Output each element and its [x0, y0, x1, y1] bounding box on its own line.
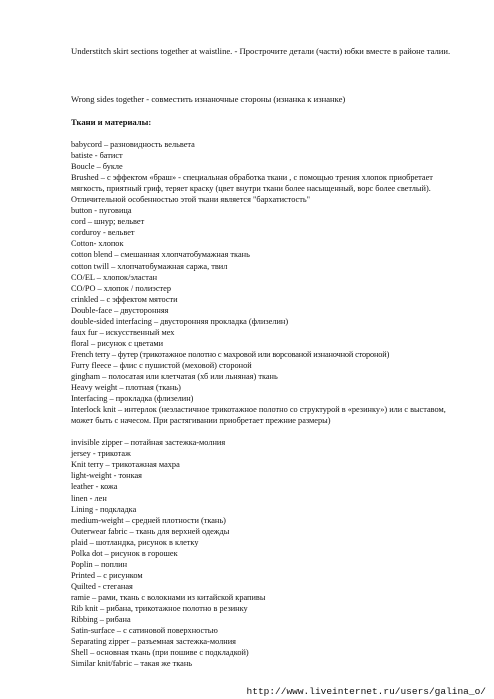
- list-item: invisible zipper – потайная застежка-молния: [71, 438, 226, 448]
- list-item: faux fur – искусственный мех: [71, 327, 175, 337]
- list-item: floral – рисунок с цветами: [71, 338, 164, 348]
- list-item: Cotton- хлопок: [71, 239, 124, 249]
- list-item: cotton blend – смешанная хлопчатобумажная ткань: [71, 250, 250, 260]
- list-item: Satin-surface – с сатиновой поверхностью: [71, 626, 218, 636]
- list-item: Brushed – с эффектом «браш» - специальная обработка ткани , с помощью трения хлопок приобретает мягкость, приятный гриф, теряет краску (цвет внутри ткани более насыщенный, ворс более светлый). Отличительной особенностью этой ткани является "бархатистость": [71, 173, 433, 205]
- list-item: Poplin – поплин: [71, 559, 128, 569]
- paragraph-wrong-sides: Wrong sides together - совместить изнаночные стороны (изнанка к изнанке): [71, 94, 346, 104]
- list-item: Interfacing – прокладка (флизелин): [71, 394, 194, 404]
- list-item: Boucle – букле: [71, 162, 123, 172]
- list-item: button - пуговица: [71, 206, 132, 216]
- list-item: babycord – разновидность вельвета: [71, 140, 195, 149]
- list-item: Lining - подкладка: [71, 504, 137, 514]
- list-item: Outerwear fabric – ткань для верхней одежды: [71, 526, 230, 536]
- list-item: Shell – основная ткань (при пошиве с подкладкой): [71, 648, 249, 658]
- list-item: Printed – с рисунком: [71, 570, 143, 580]
- list-item: CO/PO – хлопок / полиэстер: [71, 283, 172, 293]
- list-item: French terry – футер (трикотажное полотно с махровой или ворсованой изнаночной стороной): [71, 349, 390, 359]
- list-item: crinkled – с эффектом мятости: [71, 294, 178, 304]
- list-item: Polka dot – рисунок в горошек: [71, 548, 178, 558]
- section-heading: Ткани и материалы:: [71, 117, 152, 127]
- list-item: ramie – рами, ткань с волокнами из китайской крапивы: [71, 592, 266, 602]
- list-item: cord – шнур; вельвет: [71, 217, 145, 227]
- list-item: CO/EL – хлопок/эластан: [71, 272, 158, 282]
- list-item: Furry fleece – флис с пушистой (меховой) стороной: [71, 360, 252, 370]
- list-item: gingham – полосатая или клетчатая (хб или льняная) ткань: [71, 371, 278, 381]
- list-item: Quilted - стеганая: [71, 581, 133, 591]
- list-item: plaid – шотландка, рисунок в клетку: [71, 537, 199, 547]
- list-item: Knit terry – трикотажная махра: [71, 460, 180, 470]
- list-item: batiste - батист: [71, 151, 123, 161]
- list-item: Separating zipper – разъемная застежка-молния: [71, 637, 236, 647]
- list-item: linen - лен: [71, 493, 107, 503]
- list-item: Heavy weight – плотная (ткань): [71, 383, 181, 393]
- list-item: Rib knit – рибана, трикотажное полотно в резинку: [71, 603, 248, 613]
- list-item: Interlock knit – интерлок (неэластичное трикотажное полотно со структурой в «резинку») или с выставом, может быть с начесом. При растягивании приобретает прежние размеры): [71, 405, 446, 426]
- list-item: light-weight - тонкая: [71, 471, 142, 481]
- paragraph-understitch: Understitch skirt sections together at waistline. - Прострочите детали (части) юбки вместе в районе талии.: [71, 46, 451, 56]
- list-item: leather - кожа: [71, 482, 118, 492]
- list-item: medium-weight – средней плотности (ткань): [71, 515, 226, 525]
- list-item: Double-face – двусторонняя: [71, 305, 169, 315]
- list-item: Similar knit/fabric – такая же ткань: [71, 659, 193, 669]
- list-item: jersey - трикотаж: [71, 449, 131, 459]
- list-item: corduroy - вельвет: [71, 228, 135, 238]
- glossary-list: [71, 139, 456, 669]
- footer-url: http://www.liveinternet.ru/users/galina_o/: [246, 686, 486, 697]
- list-item: Ribbing – рибана: [71, 615, 131, 625]
- list-item: double-sided interfacing – двусторонняя прокладка (флизелин): [71, 316, 289, 326]
- list-item: cotton twill – хлопчатобумажная саржа, твил: [71, 261, 228, 271]
